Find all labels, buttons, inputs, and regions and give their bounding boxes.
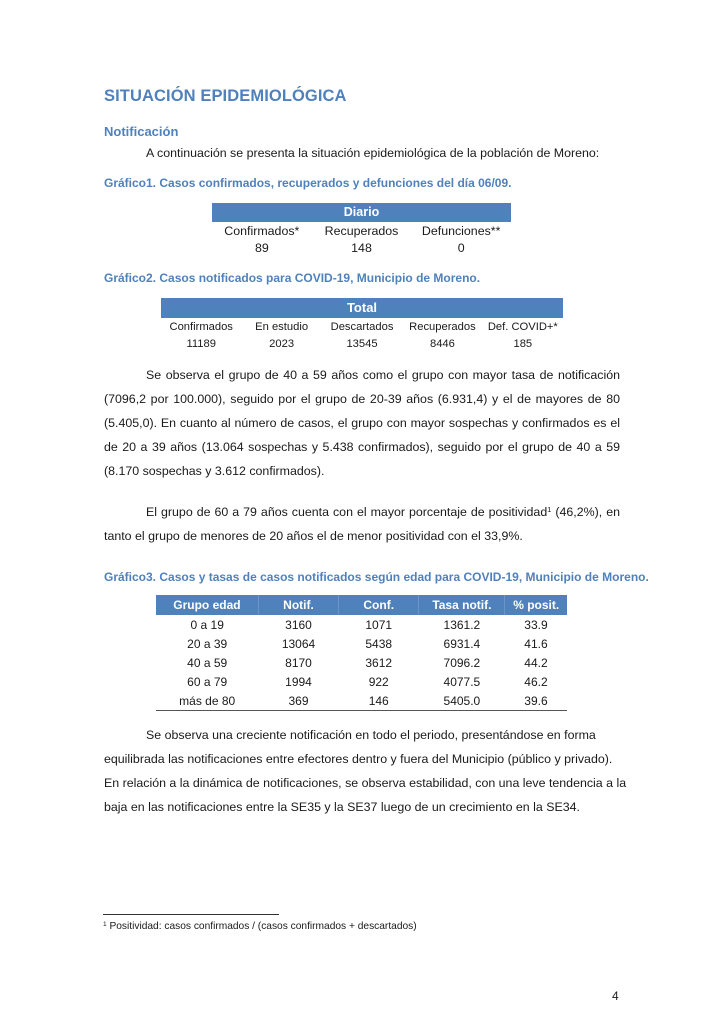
- grafico2-caption: Gráfico2. Casos notificados para COVID-19, Municipio de Moreno.: [104, 271, 481, 285]
- column-header: Grupo edad: [156, 595, 258, 615]
- page-number: 4: [612, 989, 619, 1003]
- value-cell: 11189: [186, 338, 216, 350]
- section-title: SITUACIÓN EPIDEMIOLÓGICA: [104, 87, 347, 105]
- value-cell: 8446: [429, 338, 455, 350]
- intro-paragraph: [104, 141, 620, 165]
- grafico2-header: Total: [161, 298, 563, 318]
- column-header: En estudio: [255, 321, 309, 333]
- subsection-title: Notificación: [104, 124, 179, 139]
- grafico2-values: [161, 336, 563, 352]
- footnote: [103, 921, 417, 932]
- table-header-row: [156, 595, 567, 615]
- value-cell: 0: [457, 241, 465, 255]
- table-row: más de 80 369 146 5405.0 39.6: [156, 691, 567, 711]
- footnote-reference[interactable]: 1: [547, 505, 552, 514]
- grafico1-column-headers: [212, 223, 511, 239]
- table-row: 20 a 39 13064 5438 6931.4 41.6: [187, 636, 548, 651]
- intro-text: A continuación se presenta la situación epidemiológica de la población de Moreno:: [146, 146, 600, 160]
- value-cell: 13545: [346, 338, 378, 350]
- column-header: Descartados: [330, 321, 394, 333]
- value-cell: 2023: [269, 338, 295, 350]
- column-header: Tasa notif.: [419, 595, 505, 615]
- value-cell: 89: [254, 241, 269, 255]
- age-group-table: [156, 595, 567, 711]
- column-header: Conf.: [339, 595, 419, 615]
- grafico3-caption: Gráfico3. Casos y tasas de casos notificados según edad para COVID-19, Municipio de Moreno.: [104, 570, 649, 584]
- column-header: Confirmados: [169, 321, 233, 333]
- footnote-separator: [103, 914, 279, 915]
- table-row: 40 a 59 8170 3612 7096.2 44.2: [187, 655, 548, 670]
- grafico1-header: Diario: [212, 203, 511, 222]
- paragraph-notification-trend: Se observa una creciente notificación en todo el periodo, presentándose en forma equilibrada las notificaciones entre efectores dentro y fuera del Municipio (público y privado). En relación a la dinámica de notificaciones, se observa estabilidad, con una leve tendencia a la baja en las notificaciones entre la SE35 y la SE37 luego de un crecimiento en la SE34.: [104, 728, 627, 814]
- column-header: Defunciones**: [421, 224, 501, 238]
- value-cell: 185: [513, 338, 533, 350]
- grafico1-values: [212, 240, 511, 256]
- paragraph-text: Se observa el grupo de 40 a 59 años como el grupo con mayor tasa de notificación (7096,2 por 100.000), seguido por el grupo de 20-39 años (6.931,4) y el de mayores de 80 (5.405,0). En cuanto al número de casos, el grupo con mayor sospechas y confirmados es el de 20 a 39 años (13.064 sospechas y 5.438 confirmados), seguido por el grupo de 40 a 59 (8.170 sospechas y 3.612 confirmados).: [104, 368, 620, 478]
- footnote-marker: 1: [103, 921, 107, 928]
- paragraph-age-groups: [104, 363, 620, 483]
- column-header: Def. COVID+*: [487, 321, 558, 333]
- paragraph-positivity: El grupo de 60 a 79 años cuenta con el mayor porcentaje de positividad$^1$ (46,2%), en tanto el grupo de menores de 20 años el de menor positividad con el 33,9%.: [104, 505, 620, 543]
- column-header: Confirmados*: [224, 224, 300, 238]
- column-header: Notif.: [258, 595, 338, 615]
- grafico1-caption: Gráfico1. Casos confirmados, recuperados y defunciones del día 06/09.: [104, 176, 512, 190]
- column-header: Recuperados: [324, 224, 399, 238]
- column-header: % posit.: [505, 595, 567, 615]
- column-header: Recuperados: [409, 321, 476, 333]
- table-row: 0 a 19 3160 1071 1361.2 33.9: [190, 617, 548, 632]
- footnote-text: Positividad: casos confirmados / (casos confirmados + descartados): [106, 921, 417, 932]
- table-row: 60 a 79 1994 922 4077.5 46.2: [187, 674, 548, 689]
- grafico2-column-headers: [161, 319, 563, 335]
- value-cell: 148: [351, 241, 372, 255]
